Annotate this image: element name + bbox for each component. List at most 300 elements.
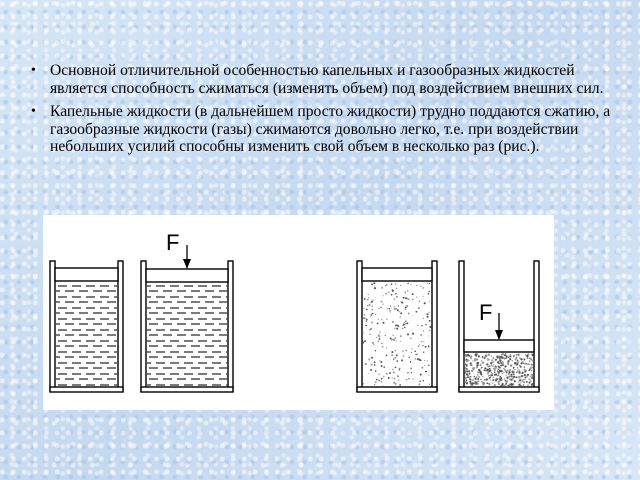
gas-particle: [391, 354, 393, 356]
gas-particle: [406, 350, 407, 351]
gas-particle: [386, 347, 387, 348]
gas-particle: [491, 361, 493, 363]
gas-particle: [418, 307, 420, 309]
gas-particle: [517, 361, 518, 362]
gas-particle: [368, 297, 369, 298]
gas-particle: [391, 351, 393, 353]
gas-particle: [378, 308, 379, 309]
gas-particle: [522, 372, 524, 374]
gas-particle: [422, 296, 423, 297]
gas-particle: [484, 356, 486, 358]
gas-particle: [374, 286, 375, 287]
gas-particle: [428, 374, 429, 375]
gas-particle: [429, 283, 430, 284]
gas-particle: [381, 287, 383, 289]
gas-particle: [388, 377, 390, 379]
gas-particle: [362, 342, 364, 344]
gas-particle: [366, 309, 368, 311]
gas-particle: [502, 363, 504, 365]
gas-particle: [523, 381, 525, 383]
gas-particle: [427, 360, 428, 361]
gas-particle: [370, 314, 372, 316]
gas-particle: [524, 366, 525, 367]
gas-particle: [531, 374, 533, 376]
gas-particle: [508, 385, 509, 386]
gas-particle: [393, 335, 394, 336]
gas-particle: [491, 356, 492, 357]
gas-particle: [516, 372, 517, 373]
gas-particle: [371, 322, 373, 324]
gas-particle: [481, 368, 482, 369]
gas-particle: [502, 353, 504, 355]
gas-particle: [518, 381, 519, 382]
gas-particle: [530, 380, 531, 381]
gas-particle: [417, 354, 418, 355]
container-liquid-2: [141, 230, 233, 392]
gas-particle: [511, 365, 512, 366]
gas-particle: [528, 378, 530, 380]
gas-particle: [376, 379, 378, 381]
gas-particle: [412, 378, 413, 379]
gas-particle: [514, 362, 516, 364]
gas-particle: [410, 361, 412, 363]
gas-particle: [492, 376, 494, 378]
gas-particle: [525, 370, 527, 372]
gas-particle: [404, 327, 406, 329]
gas-particle: [468, 370, 470, 372]
gas-particle: [373, 344, 374, 345]
gas-particles-dense: [464, 353, 534, 387]
gas-particle: [415, 358, 417, 360]
gas-particle: [466, 373, 468, 375]
gas-particle: [523, 384, 524, 385]
gas-particle: [478, 355, 480, 357]
gas-particle: [466, 359, 468, 361]
bullet-text: Капельные жидкости (в дальнейшем просто жидкости) трудно поддаются сжатию, а газообразные жидкости (газы) сжимаются довольно легко, т.е. при воздействии небольших усилий способны изменить свой объем в несколько раз (рис.).: [50, 103, 611, 155]
gas-particle: [530, 359, 532, 361]
gas-particle: [405, 308, 407, 310]
gas-particle: [405, 291, 407, 293]
gas-particle: [378, 338, 380, 340]
gas-particle: [367, 305, 368, 306]
gas-particle: [529, 376, 530, 377]
gas-particle: [389, 310, 391, 312]
gas-particle: [414, 350, 416, 352]
gas-particle: [400, 316, 401, 317]
gas-particle: [382, 322, 384, 324]
gas-particle: [389, 312, 390, 313]
gas-particle: [531, 366, 533, 368]
gas-particle: [510, 376, 511, 377]
gas-particle: [394, 308, 396, 310]
bullet-item: [28, 103, 618, 156]
gas-particle: [423, 351, 424, 352]
gas-particle: [371, 305, 373, 307]
gas-particle: [518, 355, 520, 357]
gas-particle: [498, 374, 499, 375]
gas-particle: [429, 384, 430, 385]
gas-particle: [504, 378, 505, 379]
gas-particle: [383, 304, 384, 305]
gas-particle: [419, 381, 421, 383]
gas-particle: [477, 371, 479, 373]
gas-particle: [519, 357, 521, 359]
gas-particle: [488, 354, 490, 356]
gas-particle: [400, 285, 401, 286]
gas-particle: [524, 374, 526, 376]
gas-particle: [406, 379, 407, 380]
gas-particle: [372, 342, 374, 344]
gas-particle: [505, 353, 506, 354]
gas-particle: [467, 371, 469, 373]
gas-particle: [529, 357, 530, 358]
gas-particle: [516, 356, 517, 357]
gas-particle: [510, 379, 512, 381]
gas-particle: [483, 382, 485, 384]
gas-particle: [423, 380, 425, 382]
gas-particle: [482, 362, 484, 364]
gas-particle: [403, 355, 405, 357]
compression-figure: [43, 215, 554, 410]
gas-particle: [395, 324, 397, 326]
gas-particle: [424, 365, 425, 366]
gas-particle: [497, 361, 499, 363]
gas-particle: [497, 370, 498, 371]
gas-particle: [363, 308, 364, 309]
gas-particle: [424, 360, 425, 361]
compression-diagram: [43, 215, 554, 410]
container-liquid-1: [50, 261, 123, 392]
gas-particle: [416, 296, 417, 297]
gas-particle: [530, 364, 531, 365]
arrow-head-icon: [183, 259, 191, 269]
gas-particle: [405, 293, 406, 294]
gas-particle: [531, 376, 533, 378]
gas-particle: [501, 384, 503, 386]
gas-particle: [520, 382, 521, 383]
gas-particle: [419, 344, 420, 345]
gas-particle: [398, 305, 399, 306]
gas-particle: [477, 374, 479, 376]
gas-particle: [379, 332, 380, 333]
gas-particle: [501, 362, 503, 364]
gas-particle: [411, 352, 412, 353]
gas-particle: [412, 333, 414, 335]
container-gas-2: [459, 261, 539, 392]
gas-particle: [365, 363, 367, 365]
gas-particle: [402, 350, 404, 352]
gas-particle: [412, 315, 413, 316]
gas-particle: [521, 380, 523, 382]
gas-particle: [493, 364, 494, 365]
gas-particle: [394, 328, 395, 329]
gas-particle: [468, 355, 470, 357]
gas-particle: [522, 361, 523, 362]
gas-particle: [528, 369, 530, 371]
gas-particle: [486, 378, 488, 380]
gas-particle: [395, 350, 397, 352]
gas-particle: [489, 377, 491, 379]
gas-particle: [398, 380, 399, 381]
gas-particle: [421, 341, 422, 342]
gas-particle: [524, 379, 526, 381]
gas-particle: [505, 370, 507, 372]
gas-particle: [481, 381, 482, 382]
gas-particle: [393, 378, 395, 380]
gas-particle: [527, 374, 529, 376]
gas-particle: [386, 373, 388, 375]
gas-particle: [525, 354, 527, 356]
gas-particle: [505, 383, 506, 384]
gas-particle: [378, 340, 380, 342]
gas-particle: [427, 316, 429, 318]
gas-particle: [364, 298, 366, 300]
gas-particle: [381, 378, 383, 380]
gas-particle: [499, 378, 501, 380]
gas-particle: [370, 333, 372, 335]
gas-particle: [497, 356, 499, 358]
gas-particle: [503, 368, 504, 369]
gas-particle: [475, 358, 477, 360]
gas-particle: [425, 324, 427, 326]
gas-particle: [382, 385, 383, 386]
gas-particle: [488, 375, 489, 376]
gas-particle: [480, 379, 481, 380]
gas-particle: [407, 283, 409, 285]
bullet-dot-icon: •: [31, 63, 36, 78]
gas-particle: [465, 354, 467, 356]
gas-particle: [525, 363, 527, 365]
gas-particle: [484, 369, 486, 371]
gas-particle: [513, 367, 515, 369]
gas-particle: [474, 367, 475, 368]
gas-particle: [399, 384, 401, 386]
gas-particle: [394, 383, 396, 385]
gas-particle: [423, 330, 424, 331]
gas-particle: [399, 311, 400, 312]
gas-particle: [472, 360, 473, 361]
gas-particle: [490, 379, 491, 380]
gas-particle: [427, 282, 428, 283]
gas-particle: [385, 335, 386, 336]
gas-particle: [420, 286, 421, 287]
gas-particle: [500, 356, 502, 358]
gas-particle: [516, 354, 518, 356]
gas-particle: [506, 380, 508, 382]
gas-particle: [372, 300, 373, 301]
gas-particle: [364, 340, 366, 342]
gas-particle: [520, 385, 521, 386]
gas-particle: [408, 378, 409, 379]
gas-particle: [497, 369, 498, 370]
gas-particle: [477, 362, 479, 364]
gas-particle: [383, 366, 385, 368]
gas-particle: [417, 358, 419, 360]
gas-particle: [378, 334, 380, 336]
gas-particle: [385, 293, 387, 295]
gas-particle: [400, 341, 401, 342]
gas-particle: [390, 338, 391, 339]
arrow-head-icon: [495, 330, 503, 340]
gas-particle: [518, 384, 520, 386]
gas-particle: [498, 383, 500, 385]
gas-particle: [487, 370, 489, 372]
bullet-item: [28, 62, 618, 97]
gas-particle: [510, 374, 511, 375]
gas-particle: [470, 357, 472, 359]
gas-particle: [401, 302, 403, 304]
gas-particle: [407, 333, 409, 335]
gas-particle: [422, 287, 424, 289]
gas-particle: [370, 369, 372, 371]
gas-particle: [520, 358, 522, 360]
gas-particle: [517, 367, 519, 369]
gas-particle: [389, 308, 390, 309]
gas-particle: [378, 318, 379, 319]
gas-particle: [520, 362, 522, 364]
gas-particle: [381, 343, 382, 344]
gas-particle: [507, 363, 509, 365]
gas-particle: [363, 314, 365, 316]
gas-particle: [362, 383, 364, 385]
gas-particle: [523, 363, 524, 364]
gas-particle: [500, 379, 502, 381]
gas-particle: [371, 309, 373, 311]
gas-particle: [392, 369, 394, 371]
gas-particle: [429, 312, 430, 313]
container-gas-1: [357, 261, 437, 392]
gas-particle: [392, 321, 394, 323]
gas-particle: [471, 364, 472, 365]
gas-particle: [373, 282, 375, 284]
gas-particle: [379, 360, 380, 361]
gas-particle: [518, 376, 519, 377]
gas-particle: [509, 358, 511, 360]
gas-particle: [381, 301, 383, 303]
gas-particle: [405, 323, 407, 325]
gas-particle: [408, 356, 410, 358]
gas-particle: [485, 355, 486, 356]
gas-particle: [428, 335, 429, 336]
gas-particle: [502, 373, 504, 375]
gas-particle: [514, 371, 516, 373]
gas-particle: [492, 366, 493, 367]
gas-particle: [394, 306, 395, 307]
gas-particle: [494, 370, 495, 371]
gas-particle: [428, 293, 430, 295]
gas-particle: [524, 369, 526, 371]
gas-particle: [400, 335, 402, 337]
gas-particle: [482, 376, 483, 377]
gas-particle: [464, 380, 466, 382]
gas-particle: [492, 359, 493, 360]
gas-particle: [370, 316, 371, 317]
gas-particle: [518, 369, 519, 370]
gas-particle: [526, 381, 528, 383]
gas-particle: [428, 346, 430, 348]
gas-particle: [517, 370, 518, 371]
gas-particle: [388, 291, 390, 293]
gas-particle: [420, 334, 422, 336]
gas-particle: [369, 329, 371, 331]
gas-particle: [411, 372, 412, 373]
gas-particle: [493, 357, 495, 359]
gas-particle: [531, 384, 533, 386]
gas-particle: [466, 368, 468, 370]
gas-particle: [419, 301, 420, 302]
gas-particle: [386, 319, 387, 320]
gas-particle: [465, 378, 466, 379]
gas-particle: [428, 291, 430, 293]
gas-particle: [520, 378, 521, 379]
gas-particle: [396, 288, 397, 289]
gas-particle: [393, 339, 394, 340]
gas-particle: [514, 380, 516, 382]
gas-particle: [396, 296, 398, 298]
gas-particle: [410, 367, 412, 369]
gas-particle: [417, 325, 418, 326]
gas-particle: [516, 376, 518, 378]
gas-particle: [403, 297, 405, 299]
gas-particle: [394, 337, 396, 339]
gas-particle: [397, 309, 399, 311]
gas-particle: [415, 354, 416, 355]
gas-particle: [397, 375, 399, 377]
gas-particle: [374, 287, 376, 289]
bullet-list: [28, 62, 618, 162]
gas-particle: [423, 341, 424, 342]
gas-particle: [382, 346, 384, 348]
gas-particle: [421, 325, 423, 327]
gas-particle: [519, 379, 521, 381]
gas-particle: [374, 361, 376, 363]
gas-particle: [369, 304, 371, 306]
gas-particle: [477, 378, 479, 380]
gas-particle: [389, 372, 391, 374]
gas-particle: [429, 301, 430, 302]
gas-particle: [425, 371, 427, 373]
gas-particle: [418, 383, 420, 385]
gas-particle: [366, 320, 368, 322]
gas-particle: [405, 321, 406, 322]
gas-particle: [391, 294, 393, 296]
gas-particle: [364, 317, 365, 318]
gas-particle: [397, 325, 399, 327]
gas-particle: [396, 340, 397, 341]
gas-particle: [368, 294, 369, 295]
gas-particle: [514, 369, 516, 371]
gas-particle: [393, 358, 394, 359]
gas-particle: [465, 369, 467, 371]
gas-particle: [480, 364, 482, 366]
gas-particle: [424, 302, 426, 304]
gas-particle: [365, 325, 367, 327]
gas-particle: [429, 330, 430, 331]
gas-particle: [503, 371, 504, 372]
gas-particle: [476, 376, 477, 377]
gas-particle: [506, 374, 507, 375]
gas-particle: [523, 359, 525, 361]
gas-particle: [368, 373, 369, 374]
gas-particle: [466, 356, 467, 357]
gas-particle: [495, 380, 497, 382]
gas-particle: [493, 379, 495, 381]
gas-particle: [406, 305, 408, 307]
gas-particle: [488, 359, 490, 361]
gas-particle: [469, 379, 470, 380]
gas-particle: [531, 370, 533, 372]
gas-particle: [396, 328, 398, 330]
